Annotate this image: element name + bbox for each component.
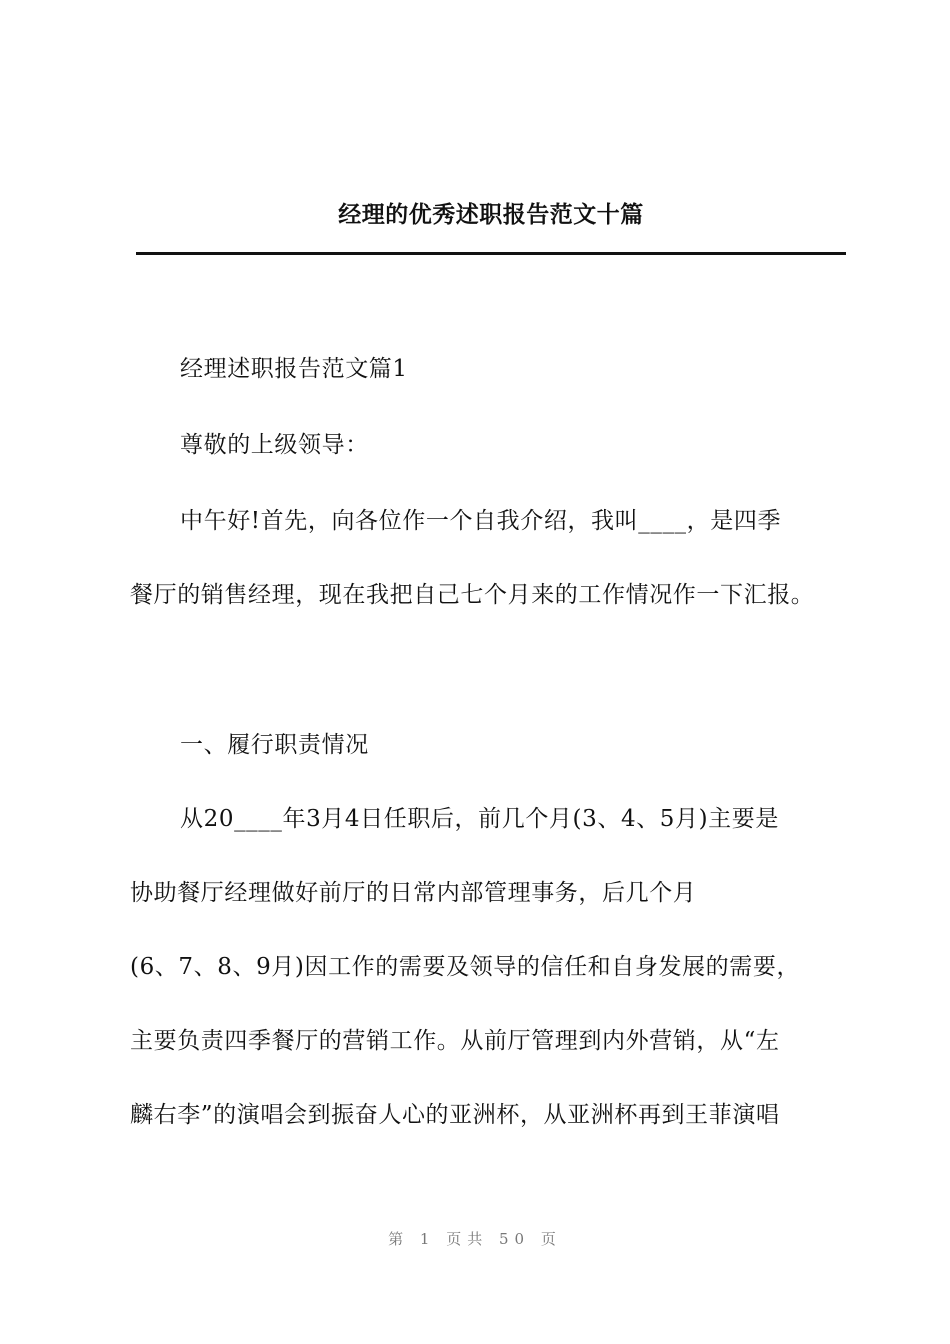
salutation: 尊敬的上级领导： (180, 432, 369, 458)
page-footer: 第 1 页共 50 页 (388, 1230, 562, 1248)
paragraph-line: 主要负责四季餐厅的营销工作。从前厅管理到内外营销，从“左 (130, 1028, 780, 1054)
paragraph-line: 餐厅的销售经理，现在我把自己七个月来的工作情况作一下汇报。 (130, 582, 815, 608)
subsection-heading: 一、履行职责情况 (180, 732, 369, 758)
paragraph-line: 麟右李”的演唱会到振奋人心的亚洲杯，从亚洲杯再到王菲演唱 (130, 1102, 780, 1128)
paragraph-line: 中午好!首先，向各位作一个自我介绍，我叫____，是四季 (180, 508, 782, 534)
paragraph-line: (6、7、8、9月)因工作的需要及领导的信任和自身发展的需要， (130, 954, 801, 980)
title-divider (136, 252, 846, 255)
page-title: 经理的优秀述职报告范文十篇 (338, 202, 644, 228)
paragraph-line: 从20____年3月4日任职后，前几个月(3、4、5月)主要是 (180, 806, 779, 832)
paragraph-line: 协助餐厅经理做好前厅的日常内部管理事务，后几个月 (130, 880, 697, 906)
section-heading-1: 经理述职报告范文篇1 (180, 356, 408, 382)
